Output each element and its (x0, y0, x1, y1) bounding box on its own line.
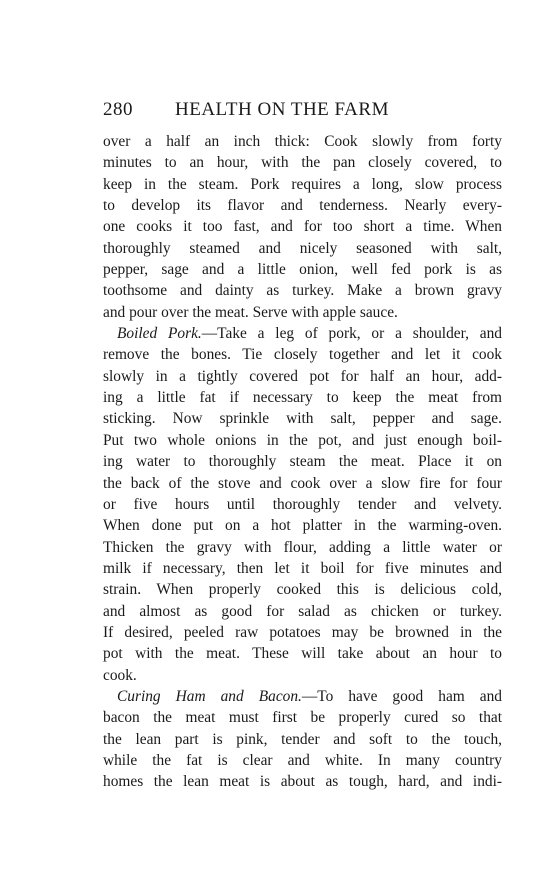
body-text (103, 131, 502, 793)
text-line: Thicken the gravy with flour, adding a little water or (103, 538, 502, 556)
text-line: When done put on a hot platter in the warming-oven. (103, 517, 502, 535)
text-line: slowly in a tightly covered pot for half an hour, add- (103, 367, 502, 385)
paragraph-curing-ham (103, 686, 502, 793)
text-line: and almost as good for salad as chicken or turkey. (103, 602, 502, 620)
heading-line-rest: —Take a leg of pork, or a shoulder, and (201, 325, 502, 343)
paragraph-pork-roast (103, 131, 502, 323)
text-line: minutes to an hour, with the pan closely covered, to (103, 154, 502, 172)
text-line: to develop its flavor and tenderness. Nearly every- (103, 197, 502, 215)
text-line: or five hours until thoroughly tender and velvety. (103, 495, 502, 513)
section-heading: Boiled Pork. (117, 325, 202, 343)
text-line: keep in the steam. Pork requires a long, slow process (103, 175, 502, 193)
text-line: sticking. Now sprinkle with salt, pepper and sage. (103, 410, 502, 428)
text-line: pot with the meat. These will take about an hour to (103, 645, 502, 663)
text-line: Put two whole onions in the pot, and just enough boil- (103, 431, 502, 449)
text-line: and pour over the meat. Serve with apple sauce. (103, 303, 398, 321)
book-page (103, 98, 502, 793)
text-line: If desired, peeled raw potatoes may be browned in the (103, 623, 502, 641)
text-line: while the fat is clear and white. In many country (103, 751, 502, 769)
section-heading: Curing Ham and Bacon. (117, 687, 302, 705)
page-number: 280 (103, 99, 133, 120)
text-line: strain. When properly cooked this is delicious cold, (103, 581, 502, 599)
text-line: toothsome and dainty as turkey. Make a brown gravy (103, 282, 502, 300)
paragraph-boiled-pork (103, 323, 502, 686)
running-head: HEALTH ON THE FARM (175, 99, 389, 120)
text-line: over a half an inch thick: Cook slowly from forty (103, 133, 502, 150)
text-line: homes the lean meat is about as tough, hard, and indi- (103, 773, 502, 791)
text-line: pepper, sage and a little onion, well fed pork is as (103, 261, 502, 279)
text-line: ing water to thoroughly steam the meat. Place it on (103, 453, 502, 471)
text-line: cook. (103, 666, 137, 684)
text-line: the lean part is pink, tender and soft to the touch, (103, 730, 502, 748)
text-line: thoroughly steamed and nicely seasoned with salt, (103, 239, 502, 257)
heading-line-rest: —To have good ham and (301, 687, 503, 705)
text-line (103, 686, 502, 707)
text-line: ing a little fat if necessary to keep the meat from (103, 389, 502, 407)
page-header (103, 98, 502, 122)
text-line (103, 323, 502, 344)
text-line: remove the bones. Tie closely together and let it cook (103, 346, 502, 364)
text-line: one cooks it too fast, and for too short a time. When (103, 218, 502, 236)
text-line: bacon the meat must first be properly cured so that (103, 709, 502, 727)
text-line: the back of the stove and cook over a slow fire for four (103, 474, 502, 492)
text-line: milk if necessary, then let it boil for five minutes and (103, 559, 502, 577)
